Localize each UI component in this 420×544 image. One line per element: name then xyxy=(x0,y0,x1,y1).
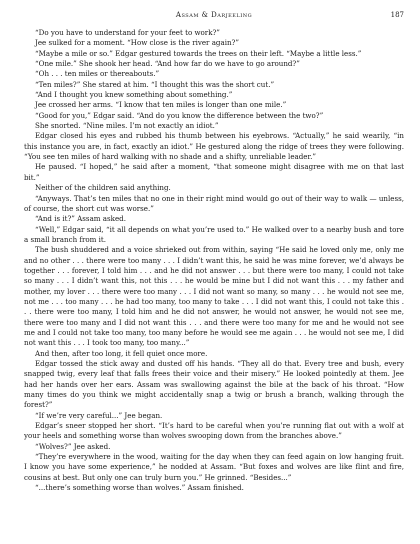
paragraph: He paused. “I hoped,” he said after a moment, “that someone might disagree with me on that last bit.” xyxy=(24,162,404,182)
body-text xyxy=(24,28,404,493)
running-title: Assam & Darjeeling xyxy=(175,11,253,19)
paragraph: And then, after too long, it fell quiet once more. xyxy=(35,348,208,358)
paragraph: She snorted. “Nine miles. I’m not exactly an idiot.” xyxy=(35,121,219,131)
paragraph: “They’re everywhere in the wood, waiting for the day when they can feed again on low hanging fruit. I know you have some experience,” he nodded at Assam. “But foxes and wolves are like flint and fire, cousins at best. But only one can truly burn you.” He grinned. “Besides...” xyxy=(24,452,404,482)
paragraph: “If we’re very careful...” Jee began. xyxy=(35,410,163,420)
paragraph: “Anyways. That’s ten miles that no one in their right mind would go out of their way to walk — unless, of course, the short cut was worse.” xyxy=(24,193,404,213)
paragraph: Edgar’s sneer stopped her short. “It’s hard to be careful when you’re running flat out with a wolf at your heels and something worse than wolves swooping down from the branches above.” xyxy=(24,421,404,441)
paragraph: “One mile.” She shook her head. “And how far do we have to go around?” xyxy=(35,59,300,69)
paragraph: “And I thought you knew something about something.” xyxy=(35,90,233,100)
paragraph: “Oh . . . ten miles or thereabouts.” xyxy=(35,69,160,79)
paragraph: Neither of the children said anything. xyxy=(35,183,171,193)
paragraph: “Well,” Edgar said, “it all depends on what you’re used to.” He walked over to a nearby bush and tore a small branch from it. xyxy=(24,224,404,244)
running-head xyxy=(24,9,404,21)
paragraph: “Good for you,” Edgar said. “And do you know the difference between the two?” xyxy=(35,110,324,120)
paragraph: Jee sulked for a moment. “How close is the river again?” xyxy=(35,38,239,48)
paragraph: The bush shuddered and a voice shrieked out from within, saying “He said he loved only me, only me and no other . . . there were too many . . . I didn’t want this, he said he was mine forever, we’d always be together . . . forever, I told him . . . and he did not answer . . . but there were too many, I could not take so many . . . I didn’t want this, not this . . . he would be mine but I did not want this . . . my father and mother, my lover . . . there were too many . . . I did not want so many, so many . . . he would not see me, not me . . . too many . . . he had too many, too many to take . . . I did not want this, I could not take this . . . there were too many, I told him and he did not answer, he would not answer, he would not see me, there were too many and I did not want this . . . and there were too many for me and he would not see me and I could not take too many, too many before he would see me again . . . he would not see me, I did not want this . . . I took too many, too many...” xyxy=(24,245,404,348)
paragraph: “Do you have to understand for your feet to work?” xyxy=(35,28,220,37)
paragraph: “And is it?” Assam asked. xyxy=(35,214,126,224)
paragraph: “Maybe a mile or so.” Edgar gestured towards the trees on their left. “Maybe a little less.” xyxy=(35,48,362,58)
paragraph: Jee crossed her arms. “I know that ten miles is longer than one mile.” xyxy=(35,100,287,110)
paragraph: “Ten miles?” She stared at him. “I thought this was the short cut.” xyxy=(35,79,275,89)
paragraph: “Wolves?” Jee asked. xyxy=(35,441,111,451)
book-page xyxy=(24,0,404,544)
page-number: 187 xyxy=(390,11,404,19)
paragraph: “...there’s something worse than wolves.” Assam finished. xyxy=(35,483,244,493)
paragraph: Edgar tossed the stick away and dusted off his hands. “They all do that. Every tree and bush, every snapped twig, every leaf that falls frees their voice and their misery.” He looked pointedly at them. Jee had her hands over her ears. Assam was swallowing against the bile at the back of his throat. “How many times do you think we might accidentally snap a twig or brush a branch, walking through the forest?” xyxy=(24,359,404,410)
paragraph: Edgar closed his eyes and rubbed his thumb between his eyebrows. “Actually,” he said wearily, “in this instance you are, in fact, exactly an idiot.” He gestured along the ridge of trees they were following. “You see ten miles of hard walking with no shade and a shifty, unreliable leader.” xyxy=(24,131,404,162)
